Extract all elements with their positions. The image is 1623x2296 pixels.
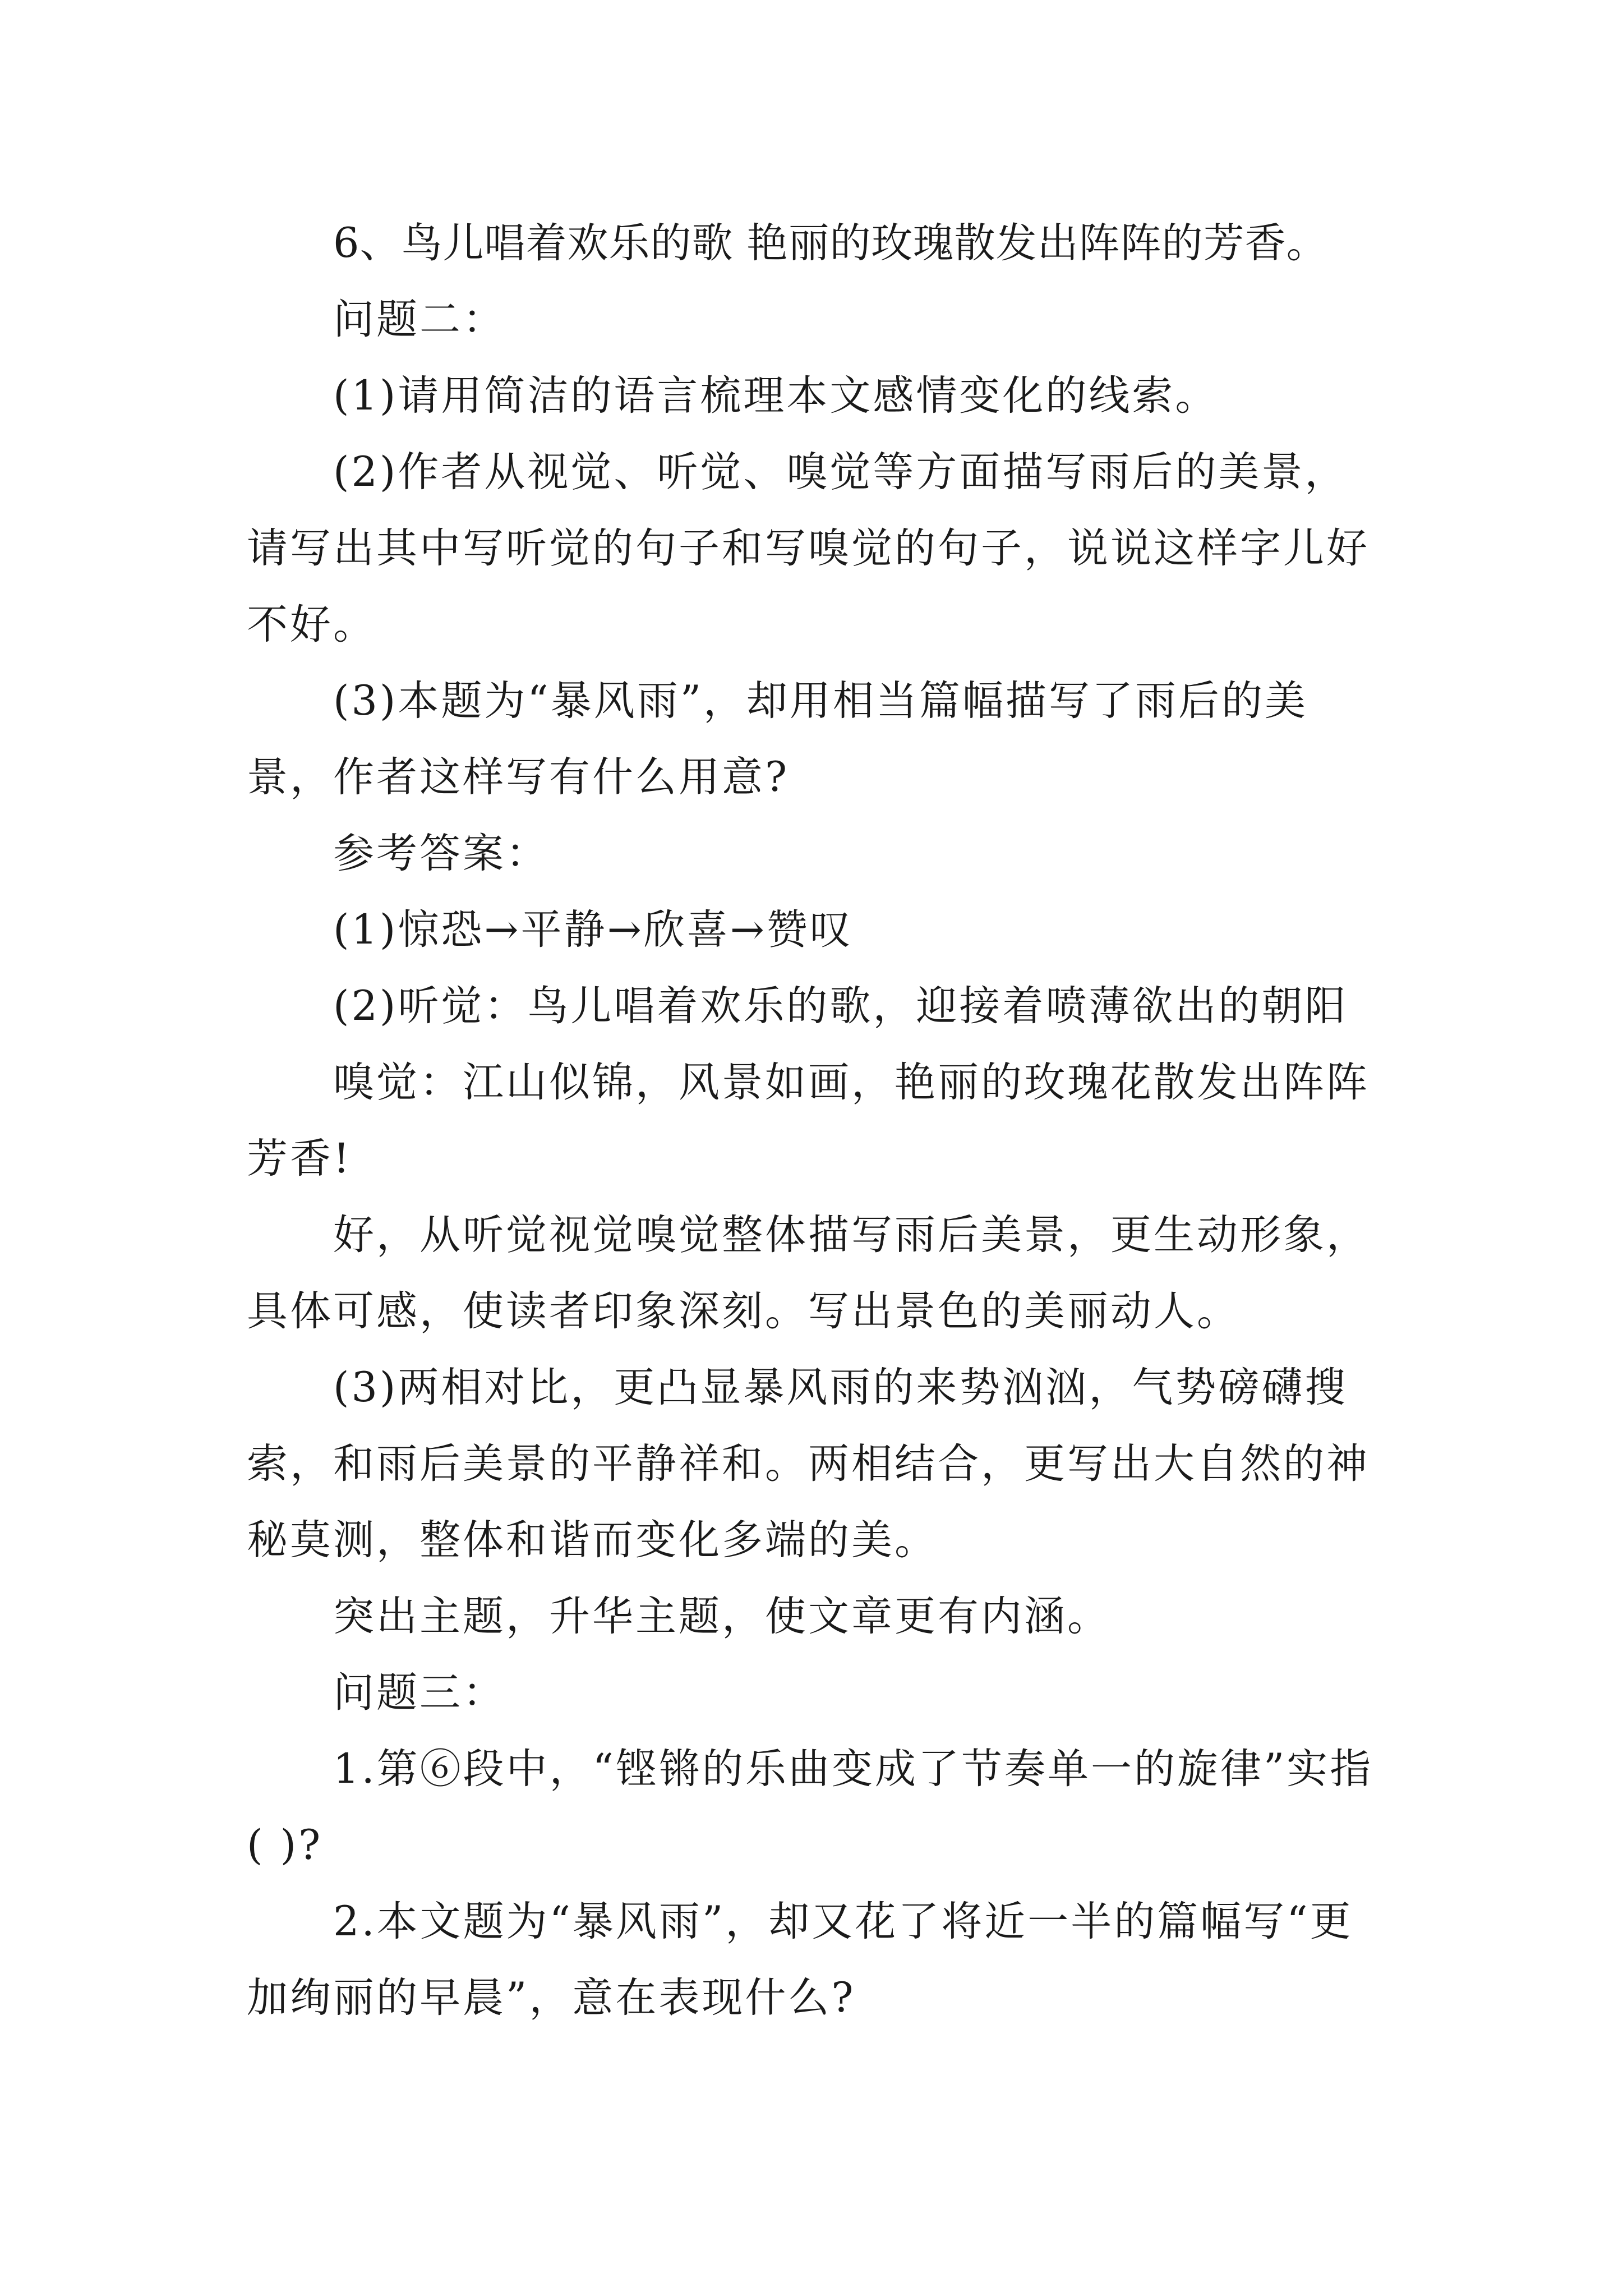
question-3-1: 1.第⑥段中，“铿锵的乐曲变成了节奏单一的旋律”实指( )? [247, 1745, 1373, 1869]
answer-item-6: 6、鸟儿唱着欢乐的歌 艳丽的玫瑰散发出阵阵的芳香。 [333, 219, 1328, 267]
answer-2-3-summary: 突出主题，升华主题，使文章更有内涵。 [333, 1593, 1110, 1640]
answer-2-3: (3)两相对比，更凸显暴风雨的来势汹汹，气势磅礴搜索，和雨后美景的平静祥和。两相结合，更写出大自然的神秘莫测，整体和谐而变化多端的美。 [247, 1364, 1370, 1564]
document-body [247, 205, 1391, 2036]
answer-2-2-smell: 嗅觉：江山似锦，风景如画，艳丽的玫瑰花散发出阵阵芳香! [247, 1059, 1370, 1182]
question-2-3: (3)本题为“暴风雨”，却用相当篇幅描写了雨后的美景，作者这样写有什么用意? [247, 677, 1308, 801]
question-2-2: (2)作者从视觉、听觉、嗅觉等方面描写雨后的美景，请写出其中写听觉的句子和写嗅觉的句子，说说这样字儿好不好。 [247, 448, 1370, 648]
question-3-2: 2.本文题为“暴风雨”，却又花了将近一半的篇幅写“更加绚丽的早晨”，意在表现什么? [247, 1898, 1353, 2022]
heading-reference-answer: 参考答案： [333, 830, 549, 877]
heading-question-two: 问题二： [333, 296, 506, 343]
answer-2-1: (1)惊恐→平静→欣喜→赞叹 [333, 906, 853, 954]
answer-2-2-hearing: (2)听觉：鸟儿唱着欢乐的歌，迎接着喷薄欲出的朝阳 [333, 982, 1348, 1030]
heading-question-three: 问题三： [333, 1669, 506, 1717]
question-2-1: (1)请用简洁的语言梳理本文感情变化的线索。 [333, 372, 1219, 420]
answer-2-2-evaluation: 好，从听觉视觉嗅觉整体描写雨后美景，更生动形象，具体可感，使读者印象深刻。写出景色的美丽动人。 [247, 1211, 1370, 1335]
